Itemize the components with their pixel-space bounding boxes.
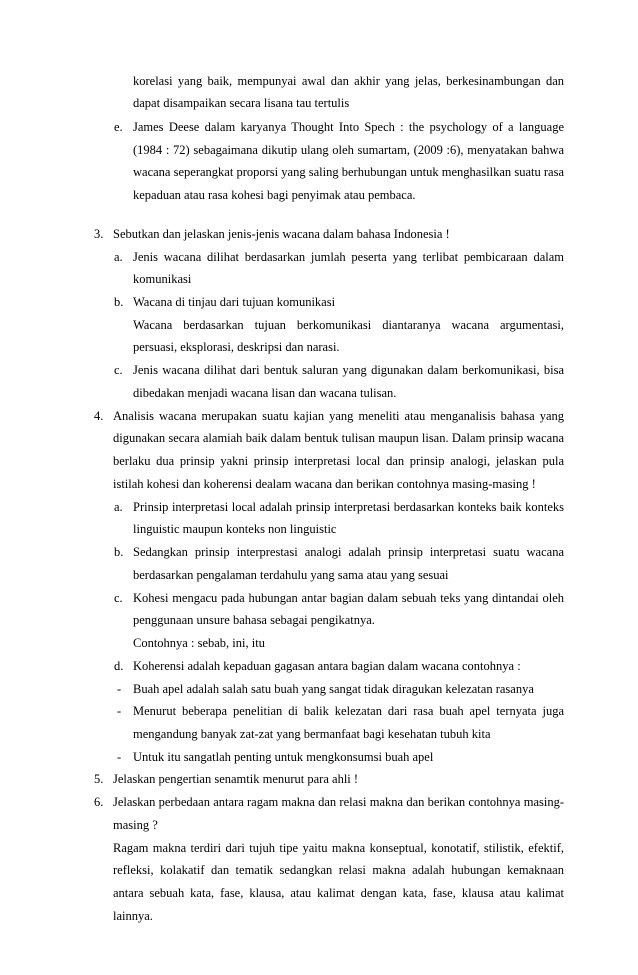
text-line: Contohnya : sebab, ini, itu bbox=[133, 636, 265, 650]
text-line: dapat disampaikan secara lisana tau tertulis bbox=[133, 96, 350, 110]
list-marker: c. bbox=[114, 591, 123, 605]
list-marker: d. bbox=[114, 659, 124, 673]
text-line: persuasi, eksplorasi, deskripsi dan narasi. bbox=[133, 340, 340, 354]
question-5: Jelaskan pengertian senamtik menurut para ahli ! bbox=[113, 772, 359, 786]
text-line: Jenis wacana dilihat dari bentuk saluran yang digunakan dalam berkomunikasi, bisa bbox=[133, 363, 564, 377]
text-line: istilah kohesi dan koherensi dealam wacana dan berikan contohnya masing-masing ! bbox=[113, 477, 536, 491]
answer-line: refleksi, kolakatif dan tematik sedangkan relasi makna adalah hubungan kemaknaan bbox=[113, 863, 564, 877]
text-line: Wacana di tinjau dari tujuan komunikasi bbox=[133, 295, 336, 309]
list-marker: c. bbox=[114, 363, 123, 377]
answer-line: Ragam makna terdiri dari tujuh tipe yaitu makna konseptual, konotatif, stilistik, efektif, bbox=[113, 841, 564, 855]
answer-line: antara sebuah kata, fase, klausa, atau kalimat dengan kata, fase, klausa atau kalimat bbox=[113, 886, 564, 900]
text-line: berdasarkan pengalaman terdahulu yang sama atau yang sesuai bbox=[133, 568, 449, 582]
text-line: Jenis wacana dilihat berdasarkan jumlah peserta yang terlibat pembicaraan dalam bbox=[133, 250, 564, 264]
question-4: Analisis wacana merupakan suatu kajian yang meneliti atau menganalisis bahasa yang bbox=[113, 409, 564, 423]
text-line: Kohesi mengacu pada hubungan antar bagian dalam sebuah teks yang dintandai oleh bbox=[133, 591, 564, 605]
text-line: Untuk itu sangatlah penting untuk mengkonsumsi buah apel bbox=[133, 750, 434, 764]
list-marker: a. bbox=[114, 250, 123, 264]
text-line: kepaduan atau rasa kohesi bagi penyimak atau pembaca. bbox=[133, 188, 416, 202]
text-line: Koherensi adalah kepaduan gagasan antara bagian dalam wacana contohnya : bbox=[133, 659, 521, 673]
text-line: James Deese dalam karyanya Thought Into Spech : the psychology of a language bbox=[133, 120, 564, 134]
text-line: komunikasi bbox=[133, 272, 192, 286]
list-marker: b. bbox=[114, 295, 124, 309]
text-line: (1984 : 72) sebagaimana dikutip ulang oleh sumartam, (2009 :6), menyatakan bahwa bbox=[133, 143, 564, 157]
text-line: Wacana berdasarkan tujuan berkomunikasi diantaranya wacana argumentasi, bbox=[133, 318, 564, 332]
text-line: dibedakan menjadi wacana lisan dan wacana tulisan. bbox=[133, 386, 397, 400]
text-line: Prinsip interpretasi local adalah prinsip interpretasi berdasarkan konteks baik konteks bbox=[133, 500, 564, 514]
bullet-dash: - bbox=[117, 682, 122, 696]
text-line: Buah apel adalah salah satu buah yang sangat tidak diragukan kelezatan rasanya bbox=[133, 682, 534, 696]
list-marker: 4. bbox=[94, 409, 104, 423]
question-6: Jelaskan perbedaan antara ragam makna dan relasi makna dan berikan contohnya masing- bbox=[113, 795, 564, 809]
question-3: Sebutkan dan jelaskan jenis-jenis wacana dalam bahasa Indonesia ! bbox=[113, 227, 450, 241]
list-marker: 5. bbox=[94, 772, 104, 786]
list-marker: 6. bbox=[94, 795, 104, 809]
text-line: penggunaan unsure bahasa sebagai pengikatnya. bbox=[133, 613, 375, 627]
bullet-dash: - bbox=[117, 704, 122, 718]
list-marker: b. bbox=[114, 545, 124, 559]
text-line: wacana seperangkat proporsi yang saling berhubungan untuk menghasilkan suatu rasa bbox=[133, 165, 564, 179]
text-line: Menurut beberapa penelitian di balik kelezatan dari rasa buah apel ternyata juga bbox=[133, 704, 564, 718]
text-line: masing ? bbox=[113, 818, 158, 832]
text-line: mengandung banyak zat-zat yang bermanfaat bagi kesehatan tubuh kita bbox=[133, 727, 491, 741]
list-marker: a. bbox=[114, 500, 123, 514]
list-marker: e. bbox=[114, 120, 123, 134]
text-line: berlaku dua prinsip yakni prinsip interpretasi local dan prinsip analogi, jelaskan pula bbox=[113, 454, 564, 468]
answer-line: lainnya. bbox=[113, 909, 153, 923]
bullet-dash: - bbox=[117, 750, 122, 764]
list-marker: 3. bbox=[94, 227, 104, 241]
text-line: linguistic maupun konteks non linguistic bbox=[133, 522, 337, 536]
text-line: digunakan secara alamiah baik dalam bentuk tulisan maupun lisan. Dalam prinsip wacana bbox=[113, 431, 564, 445]
text-line: korelasi yang baik, mempunyai awal dan akhir yang jelas, berkesinambungan dan bbox=[133, 74, 564, 88]
text-line: Sedangkan prinsip interprestasi analogi adalah prinsip interpretasi suatu wacana bbox=[133, 545, 564, 559]
